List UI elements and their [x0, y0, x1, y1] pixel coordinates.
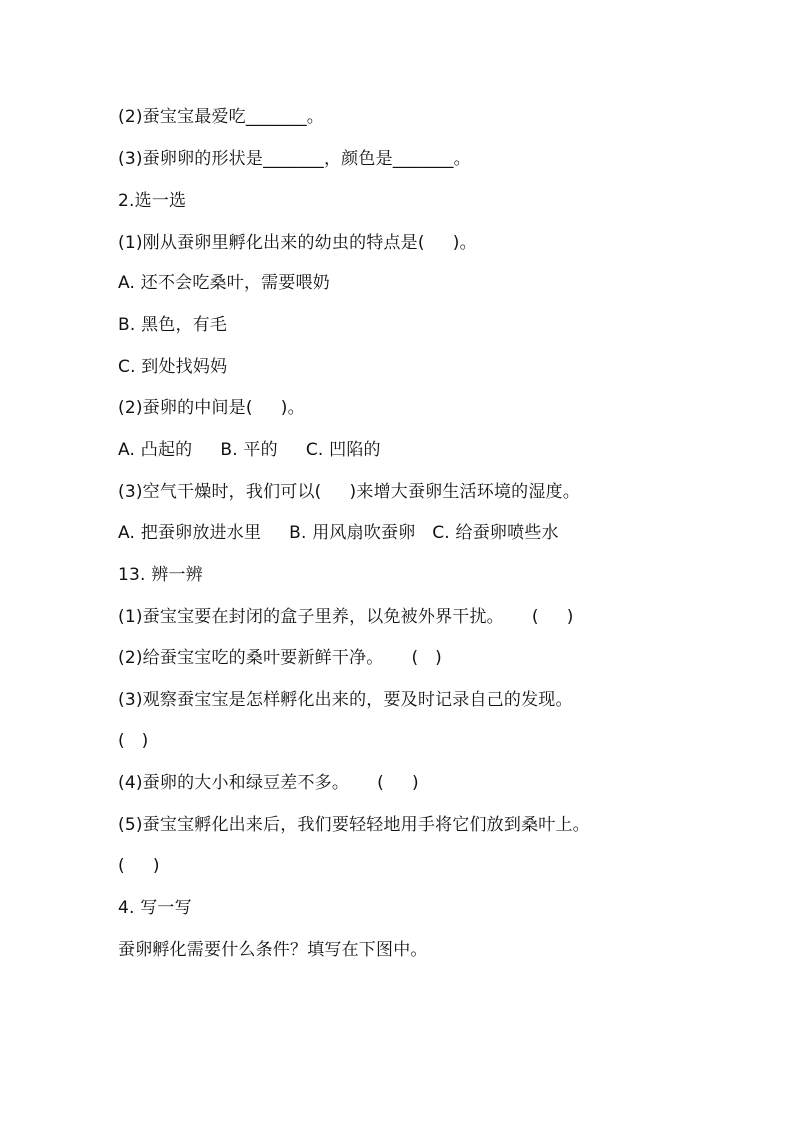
choice-question-2-options: A. 凸起的 B. 平的 C. 凹陷的: [118, 440, 381, 460]
section-heading-write: 4. 写一写: [118, 898, 192, 918]
section-heading-judge: 13. 辨一辨: [118, 565, 203, 585]
judge-question-1: (1)蚕宝宝要在封闭的盒子里养，以免被外界干扰。 ( ): [118, 607, 574, 627]
write-question: 蚕卵孵化需要什么条件？填写在下图中。: [118, 940, 428, 960]
fill-blank-question-2: (2)蚕宝宝最爱吃_______。: [118, 107, 324, 127]
choice-question-2: (2)蚕卵的中间是( )。: [118, 398, 305, 418]
judge-question-2: (2)给蚕宝宝吃的桑叶要新鲜干净。 ( ): [118, 648, 442, 668]
section-heading-select: 2.选一选: [118, 191, 187, 211]
judge-question-5: (5)蚕宝宝孵化出来后，我们要轻轻地用手将它们放到桑叶上。: [118, 815, 590, 835]
judge-question-4: (4)蚕卵的大小和绿豆差不多。 ( ): [118, 773, 419, 793]
choice-option-c: C. 到处找妈妈: [118, 357, 228, 377]
choice-question-1: (1)刚从蚕卵里孵化出来的幼虫的特点是( )。: [118, 233, 477, 253]
choice-question-3: (3)空气干燥时，我们可以( )来增大蚕卵生活环境的湿度。: [118, 482, 580, 502]
choice-option-a: A. 还不会吃桑叶，需要喂奶: [118, 273, 330, 293]
judge-question-5-answer: ( ): [118, 856, 160, 876]
choice-option-b: B. 黑色，有毛: [118, 315, 228, 335]
judge-question-3-answer: ( ): [118, 731, 149, 751]
choice-question-3-options: A. 把蚕卵放进水里 B. 用风扇吹蚕卵 C. 给蚕卵喷些水: [118, 523, 559, 543]
judge-question-3: (3)观察蚕宝宝是怎样孵化出来的，要及时记录自己的发现。: [118, 690, 573, 710]
fill-blank-question-3: (3)蚕卵卵的形状是_______，颜色是_______。: [118, 149, 471, 169]
